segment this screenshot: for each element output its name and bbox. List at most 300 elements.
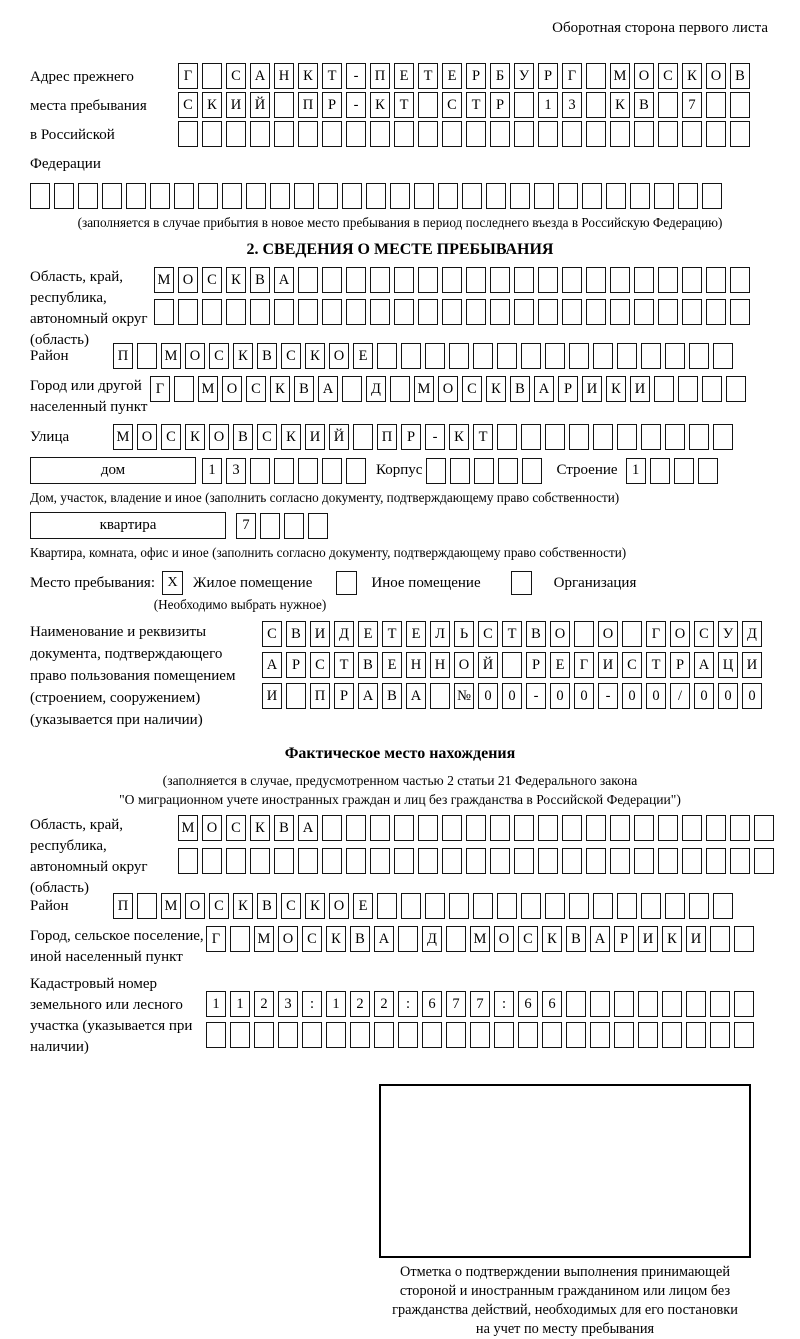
char-box[interactable]: [638, 1022, 658, 1048]
char-box[interactable]: Ь: [454, 621, 474, 647]
char-box[interactable]: [730, 815, 750, 841]
char-box[interactable]: С: [246, 376, 266, 402]
char-box[interactable]: 0: [646, 683, 666, 709]
char-box[interactable]: О: [222, 376, 242, 402]
char-box[interactable]: [502, 652, 522, 678]
char-box[interactable]: [486, 183, 506, 209]
char-box[interactable]: [538, 815, 558, 841]
char-box[interactable]: [318, 183, 338, 209]
char-box[interactable]: О: [185, 893, 205, 919]
char-box[interactable]: [274, 458, 294, 484]
char-box[interactable]: [178, 121, 198, 147]
char-box[interactable]: П: [310, 683, 330, 709]
char-box[interactable]: С: [694, 621, 714, 647]
char-box[interactable]: [466, 815, 486, 841]
char-box[interactable]: 0: [718, 683, 738, 709]
char-box[interactable]: [466, 267, 486, 293]
char-box[interactable]: [713, 424, 733, 450]
char-box[interactable]: [298, 458, 318, 484]
char-box[interactable]: [658, 299, 678, 325]
char-box[interactable]: [665, 893, 685, 919]
char-box[interactable]: [298, 121, 318, 147]
char-box[interactable]: [566, 1022, 586, 1048]
char-box[interactable]: [394, 848, 414, 874]
char-box[interactable]: С: [161, 424, 181, 450]
char-box[interactable]: 7: [236, 513, 256, 539]
char-box[interactable]: С: [658, 63, 678, 89]
char-box[interactable]: [322, 458, 342, 484]
char-box[interactable]: [377, 893, 397, 919]
char-box[interactable]: В: [286, 621, 306, 647]
char-box[interactable]: Е: [353, 893, 373, 919]
char-box[interactable]: [342, 376, 362, 402]
char-box[interactable]: [426, 458, 446, 484]
char-box[interactable]: [538, 267, 558, 293]
char-box[interactable]: [230, 1022, 250, 1048]
char-box[interactable]: Е: [406, 621, 426, 647]
char-box[interactable]: [473, 893, 493, 919]
char-box[interactable]: [418, 848, 438, 874]
char-box[interactable]: Н: [406, 652, 426, 678]
char-box[interactable]: С: [281, 893, 301, 919]
char-box[interactable]: [274, 121, 294, 147]
char-box[interactable]: [497, 424, 517, 450]
char-box[interactable]: [574, 621, 594, 647]
char-box[interactable]: О: [454, 652, 474, 678]
char-box[interactable]: [634, 848, 654, 874]
char-box[interactable]: [490, 815, 510, 841]
char-box[interactable]: [350, 1022, 370, 1048]
char-box[interactable]: [614, 991, 634, 1017]
char-box[interactable]: [490, 267, 510, 293]
char-box[interactable]: 0: [550, 683, 570, 709]
char-box[interactable]: [634, 815, 654, 841]
char-box[interactable]: [326, 1022, 346, 1048]
char-box[interactable]: В: [526, 621, 546, 647]
char-box[interactable]: [514, 267, 534, 293]
char-box[interactable]: О: [209, 424, 229, 450]
char-box[interactable]: [658, 848, 678, 874]
char-box[interactable]: Р: [466, 63, 486, 89]
char-box[interactable]: У: [718, 621, 738, 647]
char-box[interactable]: О: [634, 63, 654, 89]
char-box[interactable]: Е: [353, 343, 373, 369]
char-box[interactable]: К: [298, 63, 318, 89]
char-box[interactable]: Е: [358, 621, 378, 647]
char-box[interactable]: [260, 513, 280, 539]
char-box[interactable]: [586, 815, 606, 841]
char-box[interactable]: 1: [626, 458, 646, 484]
char-box[interactable]: В: [274, 815, 294, 841]
char-box[interactable]: В: [257, 343, 277, 369]
char-box[interactable]: В: [510, 376, 530, 402]
char-box[interactable]: [137, 893, 157, 919]
char-box[interactable]: К: [486, 376, 506, 402]
char-box[interactable]: А: [406, 683, 426, 709]
char-box[interactable]: О: [670, 621, 690, 647]
char-box[interactable]: С: [310, 652, 330, 678]
char-box[interactable]: С: [478, 621, 498, 647]
char-box[interactable]: [274, 848, 294, 874]
char-box[interactable]: [497, 893, 517, 919]
char-box[interactable]: С: [209, 343, 229, 369]
char-box[interactable]: Д: [742, 621, 762, 647]
char-box[interactable]: [710, 1022, 730, 1048]
char-box[interactable]: [422, 1022, 442, 1048]
char-box[interactable]: [322, 848, 342, 874]
char-box[interactable]: Л: [430, 621, 450, 647]
char-box[interactable]: М: [178, 815, 198, 841]
char-box[interactable]: [538, 121, 558, 147]
char-box[interactable]: [610, 815, 630, 841]
char-box[interactable]: -: [526, 683, 546, 709]
char-box[interactable]: [370, 299, 390, 325]
char-box[interactable]: [274, 299, 294, 325]
char-box[interactable]: [630, 183, 650, 209]
char-box[interactable]: И: [630, 376, 650, 402]
char-box[interactable]: 7: [470, 991, 490, 1017]
char-box[interactable]: [730, 848, 750, 874]
char-box[interactable]: [322, 815, 342, 841]
char-box[interactable]: К: [662, 926, 682, 952]
char-box[interactable]: [202, 63, 222, 89]
char-box[interactable]: С: [442, 92, 462, 118]
char-box[interactable]: Т: [418, 63, 438, 89]
char-box[interactable]: Р: [322, 92, 342, 118]
char-box[interactable]: [730, 299, 750, 325]
char-box[interactable]: [634, 121, 654, 147]
char-box[interactable]: А: [298, 815, 318, 841]
char-box[interactable]: [418, 299, 438, 325]
char-box[interactable]: [682, 848, 702, 874]
char-box[interactable]: [586, 848, 606, 874]
char-box[interactable]: [702, 376, 722, 402]
char-box[interactable]: -: [346, 63, 366, 89]
char-box[interactable]: [521, 893, 541, 919]
char-box[interactable]: [706, 815, 726, 841]
char-box[interactable]: [449, 343, 469, 369]
char-box[interactable]: Н: [274, 63, 294, 89]
char-box[interactable]: В: [730, 63, 750, 89]
char-box[interactable]: [284, 513, 304, 539]
char-box[interactable]: [446, 1022, 466, 1048]
char-box[interactable]: М: [610, 63, 630, 89]
char-box[interactable]: [346, 121, 366, 147]
char-box[interactable]: [278, 1022, 298, 1048]
char-box[interactable]: И: [742, 652, 762, 678]
char-box[interactable]: 6: [518, 991, 538, 1017]
char-box[interactable]: В: [634, 92, 654, 118]
char-box[interactable]: К: [610, 92, 630, 118]
char-box[interactable]: [514, 815, 534, 841]
char-box[interactable]: К: [250, 815, 270, 841]
char-box[interactable]: [634, 267, 654, 293]
char-box[interactable]: [582, 183, 602, 209]
char-box[interactable]: П: [298, 92, 318, 118]
char-box[interactable]: [466, 848, 486, 874]
char-box[interactable]: М: [470, 926, 490, 952]
char-box[interactable]: И: [310, 621, 330, 647]
char-box[interactable]: [562, 299, 582, 325]
char-box[interactable]: 6: [422, 991, 442, 1017]
char-box[interactable]: [534, 183, 554, 209]
char-box[interactable]: Т: [394, 92, 414, 118]
char-box[interactable]: [686, 991, 706, 1017]
char-box[interactable]: [606, 183, 626, 209]
char-box[interactable]: 3: [226, 458, 246, 484]
char-box[interactable]: [398, 1022, 418, 1048]
char-box[interactable]: Т: [334, 652, 354, 678]
char-box[interactable]: [497, 343, 517, 369]
char-box[interactable]: Г: [562, 63, 582, 89]
char-box[interactable]: [370, 848, 390, 874]
char-box[interactable]: С: [462, 376, 482, 402]
char-box[interactable]: [390, 183, 410, 209]
char-box[interactable]: Р: [401, 424, 421, 450]
char-box[interactable]: 2: [374, 991, 394, 1017]
char-box[interactable]: [250, 299, 270, 325]
char-box[interactable]: К: [185, 424, 205, 450]
char-box[interactable]: [226, 299, 246, 325]
char-box[interactable]: [198, 183, 218, 209]
char-box[interactable]: 3: [278, 991, 298, 1017]
char-box[interactable]: [442, 299, 462, 325]
char-box[interactable]: [425, 343, 445, 369]
char-box[interactable]: [706, 92, 726, 118]
char-box[interactable]: О: [494, 926, 514, 952]
checkbox-organizatsiya[interactable]: [511, 571, 532, 595]
char-box[interactable]: [698, 458, 718, 484]
char-box[interactable]: [353, 424, 373, 450]
char-box[interactable]: П: [377, 424, 397, 450]
char-box[interactable]: [414, 183, 434, 209]
char-box[interactable]: Р: [614, 926, 634, 952]
char-box[interactable]: Р: [538, 63, 558, 89]
char-box[interactable]: Г: [574, 652, 594, 678]
char-box[interactable]: [442, 267, 462, 293]
char-box[interactable]: [706, 267, 726, 293]
char-box[interactable]: [730, 92, 750, 118]
char-box[interactable]: Т: [646, 652, 666, 678]
char-box[interactable]: [222, 183, 242, 209]
char-box[interactable]: [593, 343, 613, 369]
char-box[interactable]: Г: [150, 376, 170, 402]
char-box[interactable]: [730, 267, 750, 293]
char-box[interactable]: [374, 1022, 394, 1048]
char-box[interactable]: Ц: [718, 652, 738, 678]
char-box[interactable]: [202, 121, 222, 147]
char-box[interactable]: И: [582, 376, 602, 402]
char-box[interactable]: [678, 183, 698, 209]
char-box[interactable]: 2: [254, 991, 274, 1017]
char-box[interactable]: [308, 513, 328, 539]
char-box[interactable]: [510, 183, 530, 209]
char-box[interactable]: [545, 343, 565, 369]
char-box[interactable]: С: [262, 621, 282, 647]
char-box[interactable]: 0: [694, 683, 714, 709]
char-box[interactable]: [569, 424, 589, 450]
char-box[interactable]: [622, 621, 642, 647]
char-box[interactable]: [346, 458, 366, 484]
char-box[interactable]: Р: [334, 683, 354, 709]
char-box[interactable]: А: [590, 926, 610, 952]
char-box[interactable]: Т: [473, 424, 493, 450]
char-box[interactable]: М: [414, 376, 434, 402]
char-box[interactable]: [562, 121, 582, 147]
char-box[interactable]: О: [178, 267, 198, 293]
char-box[interactable]: [150, 183, 170, 209]
char-box[interactable]: [370, 267, 390, 293]
char-box[interactable]: :: [302, 991, 322, 1017]
char-box[interactable]: В: [382, 683, 402, 709]
char-box[interactable]: Е: [550, 652, 570, 678]
char-box[interactable]: [650, 458, 670, 484]
char-box[interactable]: [498, 458, 518, 484]
char-box[interactable]: [658, 92, 678, 118]
char-box[interactable]: К: [305, 343, 325, 369]
char-box[interactable]: [202, 848, 222, 874]
char-box[interactable]: А: [262, 652, 282, 678]
char-box[interactable]: [662, 991, 682, 1017]
char-box[interactable]: М: [254, 926, 274, 952]
char-box[interactable]: [401, 343, 421, 369]
char-box[interactable]: [78, 183, 98, 209]
char-box[interactable]: [54, 183, 74, 209]
char-box[interactable]: [226, 848, 246, 874]
char-box[interactable]: [474, 458, 494, 484]
char-box[interactable]: [346, 267, 366, 293]
char-box[interactable]: [322, 299, 342, 325]
char-box[interactable]: [654, 183, 674, 209]
char-box[interactable]: М: [154, 267, 174, 293]
char-box[interactable]: [446, 926, 466, 952]
char-box[interactable]: [494, 1022, 514, 1048]
char-box[interactable]: [586, 267, 606, 293]
char-box[interactable]: Д: [366, 376, 386, 402]
char-box[interactable]: Й: [478, 652, 498, 678]
char-box[interactable]: [610, 848, 630, 874]
char-box[interactable]: [674, 458, 694, 484]
char-box[interactable]: 7: [446, 991, 466, 1017]
char-box[interactable]: К: [233, 893, 253, 919]
char-box[interactable]: [418, 267, 438, 293]
char-box[interactable]: [442, 121, 462, 147]
char-box[interactable]: М: [161, 893, 181, 919]
char-box[interactable]: [466, 121, 486, 147]
char-box[interactable]: [286, 683, 306, 709]
char-box[interactable]: К: [233, 343, 253, 369]
char-box[interactable]: И: [638, 926, 658, 952]
char-box[interactable]: [137, 343, 157, 369]
char-box[interactable]: Д: [334, 621, 354, 647]
char-box[interactable]: [178, 848, 198, 874]
checkbox-zhiloe-pomeshchenie[interactable]: X: [162, 571, 183, 595]
char-box[interactable]: [518, 1022, 538, 1048]
char-box[interactable]: 0: [742, 683, 762, 709]
char-box[interactable]: В: [233, 424, 253, 450]
char-box[interactable]: И: [598, 652, 618, 678]
char-box[interactable]: Р: [286, 652, 306, 678]
char-box[interactable]: [558, 183, 578, 209]
char-box[interactable]: -: [598, 683, 618, 709]
char-box[interactable]: [542, 1022, 562, 1048]
char-box[interactable]: [713, 343, 733, 369]
char-box[interactable]: М: [113, 424, 133, 450]
char-box[interactable]: [298, 299, 318, 325]
char-box[interactable]: [689, 893, 709, 919]
char-box[interactable]: О: [202, 815, 222, 841]
char-box[interactable]: [734, 991, 754, 1017]
char-box[interactable]: [250, 458, 270, 484]
char-box[interactable]: 1: [202, 458, 222, 484]
char-box[interactable]: [174, 376, 194, 402]
char-box[interactable]: О: [706, 63, 726, 89]
char-box[interactable]: [178, 299, 198, 325]
char-box[interactable]: С: [281, 343, 301, 369]
char-box[interactable]: [658, 267, 678, 293]
char-box[interactable]: [665, 343, 685, 369]
char-box[interactable]: [394, 267, 414, 293]
char-box[interactable]: К: [305, 893, 325, 919]
char-box[interactable]: К: [281, 424, 301, 450]
char-box[interactable]: [678, 376, 698, 402]
char-box[interactable]: Р: [526, 652, 546, 678]
char-box[interactable]: [466, 299, 486, 325]
char-box[interactable]: [730, 121, 750, 147]
char-box[interactable]: В: [566, 926, 586, 952]
char-box[interactable]: [370, 121, 390, 147]
char-box[interactable]: [662, 1022, 682, 1048]
char-box[interactable]: [449, 893, 469, 919]
char-box[interactable]: В: [294, 376, 314, 402]
char-box[interactable]: 0: [478, 683, 498, 709]
char-box[interactable]: О: [137, 424, 157, 450]
char-box[interactable]: А: [250, 63, 270, 89]
char-box[interactable]: [545, 893, 565, 919]
char-box[interactable]: [734, 1022, 754, 1048]
char-box[interactable]: Г: [178, 63, 198, 89]
char-box[interactable]: С: [518, 926, 538, 952]
char-box[interactable]: [514, 299, 534, 325]
char-box[interactable]: [298, 848, 318, 874]
char-box[interactable]: Н: [430, 652, 450, 678]
char-box[interactable]: К: [449, 424, 469, 450]
char-box[interactable]: [734, 926, 754, 952]
checkbox-inoe-pomeshchenie[interactable]: [336, 571, 357, 595]
char-box[interactable]: [298, 267, 318, 293]
char-box[interactable]: [401, 893, 421, 919]
char-box[interactable]: №: [454, 683, 474, 709]
char-box[interactable]: П: [113, 343, 133, 369]
char-box[interactable]: [174, 183, 194, 209]
char-box[interactable]: [250, 121, 270, 147]
char-box[interactable]: П: [370, 63, 390, 89]
char-box[interactable]: К: [370, 92, 390, 118]
char-box[interactable]: [246, 183, 266, 209]
char-box[interactable]: [250, 848, 270, 874]
char-box[interactable]: С: [622, 652, 642, 678]
char-box[interactable]: К: [606, 376, 626, 402]
char-box[interactable]: [470, 1022, 490, 1048]
char-box[interactable]: [418, 121, 438, 147]
char-box[interactable]: [710, 926, 730, 952]
char-box[interactable]: [593, 424, 613, 450]
char-box[interactable]: Т: [502, 621, 522, 647]
char-box[interactable]: [706, 299, 726, 325]
char-box[interactable]: [274, 92, 294, 118]
char-box[interactable]: [569, 343, 589, 369]
char-box[interactable]: [30, 183, 50, 209]
